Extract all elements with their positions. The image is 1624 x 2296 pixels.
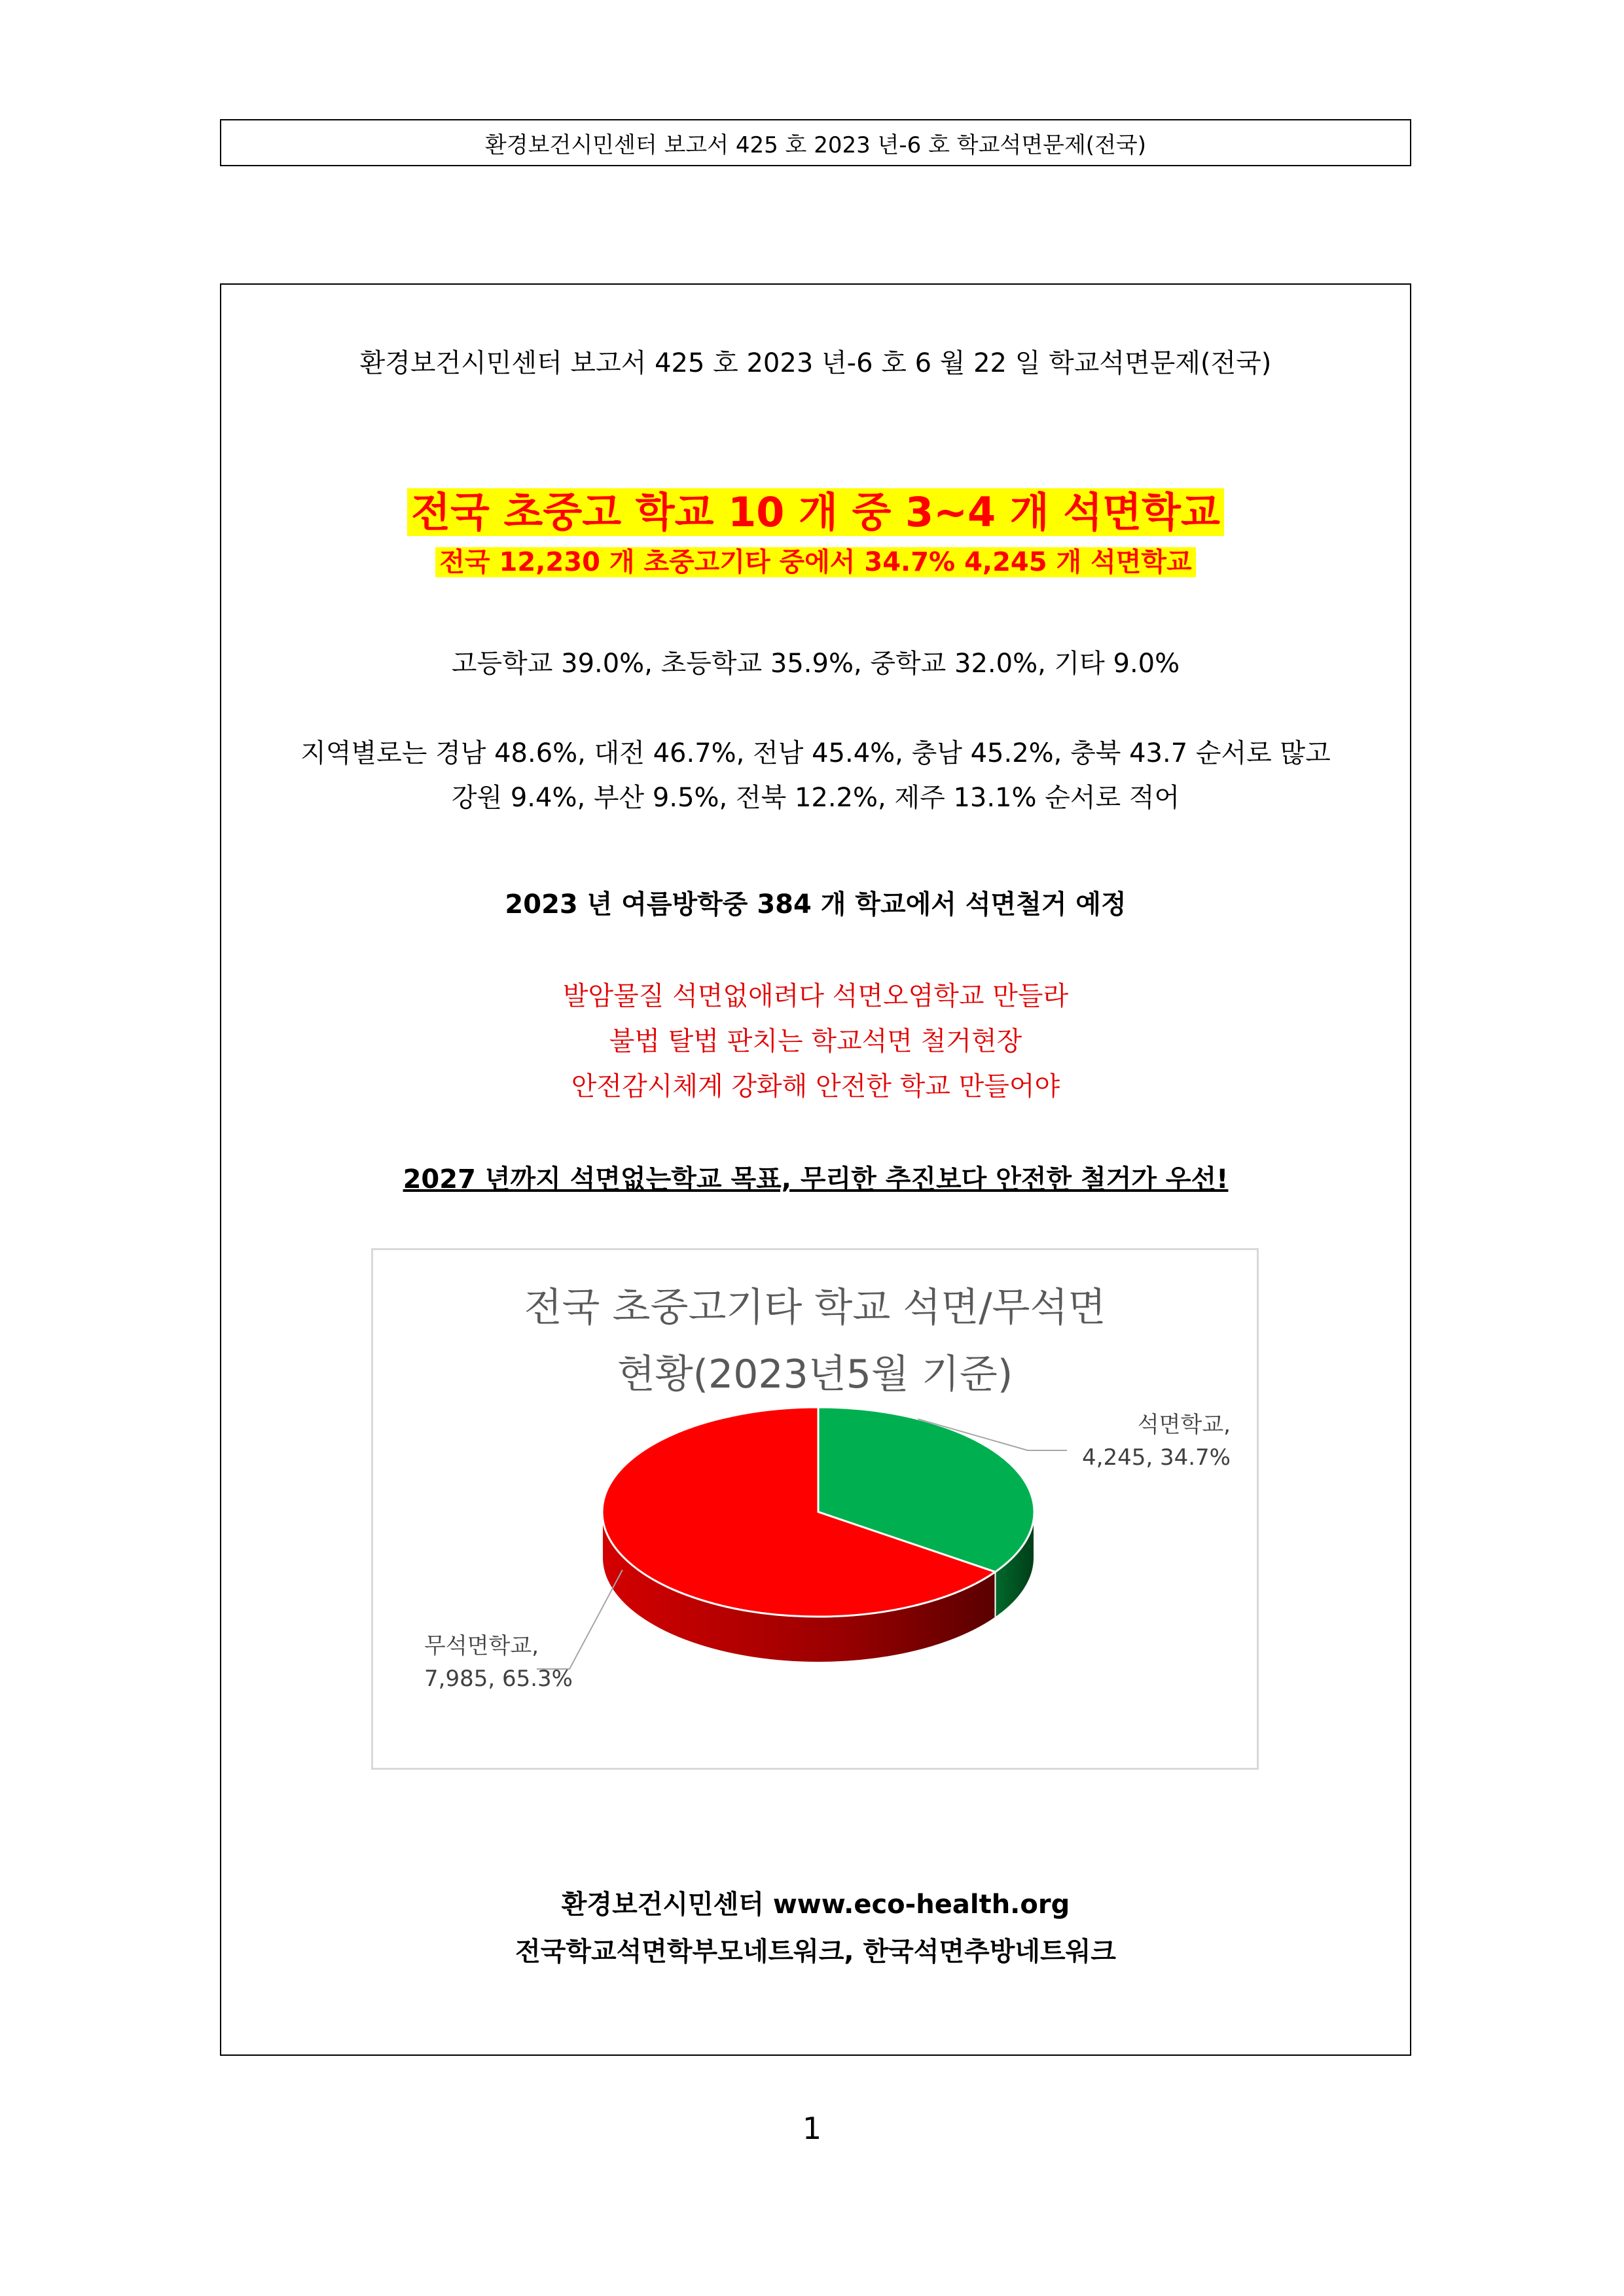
report-info-line: 환경보건시민센터 보고서 425 호 2023 년-6 호 6 월 22 일 학교석면문제(전국)	[359, 348, 1272, 378]
chart-title-line-2: 현황(2023년5월 기준)	[617, 1352, 1013, 1397]
warning-line-1: 발암물질 석면없애려다 석면오염학교 만들라	[562, 981, 1069, 1011]
pie-label-asbestos-name: 석면학교,	[1137, 1412, 1231, 1438]
goal-line-row	[221, 1158, 1410, 1196]
chart-title-line-1: 전국 초중고기타 학교 석면/무석면	[524, 1285, 1106, 1331]
summer-removal-plan: 2023 년 여름방학중 384 개 학교에서 석면철거 예정	[505, 889, 1127, 920]
footer-network-line: 전국학교석면학부모네트워크, 한국석면추방네트워크	[515, 1937, 1116, 1967]
headline-sub: 전국 12,230 개 초중고기타 중에서 34.7% 4,245 개 석면학교	[435, 547, 1195, 577]
pie-chart-frame	[371, 1248, 1259, 1770]
pie-label-non-asbestos	[424, 1630, 573, 1695]
header-text: 환경보건시민센터 보고서 425 호 2023 년-6 호 학교석면문제(전국)	[484, 132, 1147, 158]
pie-label-asbestos	[1082, 1408, 1231, 1474]
headline-sub-row	[221, 541, 1410, 579]
report-cover-box	[220, 283, 1411, 2056]
headline-main-row	[221, 480, 1410, 538]
warning-line-2: 불법 탈법 판치는 학교석면 철거현장	[609, 1026, 1022, 1056]
goal-line: 2027 년까지 석면없는학교 목표, 무리한 추진보다 안전한 철거가 우선!	[403, 1164, 1229, 1194]
region-stats-high: 지역별로는 경남 48.6%, 대전 46.7%, 전남 45.4%, 충남 45.2%, 충북 43.7 순서로 많고	[300, 738, 1331, 768]
pie-label-non-asbestos-name: 무석면학교,	[424, 1633, 539, 1659]
warning-line-3: 안전감시체계 강화해 안전한 학교 만들어야	[571, 1071, 1060, 1102]
page-header	[220, 119, 1411, 166]
footer-org-line: 환경보건시민센터 www.eco-health.org	[561, 1890, 1070, 1920]
pie-label-non-asbestos-detail: 7,985, 65.3%	[424, 1666, 573, 1692]
region-stats-low: 강원 9.4%, 부산 9.5%, 전북 12.2%, 제주 13.1% 순서로 적어	[451, 783, 1180, 813]
headline-main: 전국 초중고 학교 10 개 중 3~4 개 석면학교	[407, 488, 1224, 536]
page-number: 1	[802, 2111, 822, 2146]
school-level-stats: 고등학교 39.0%, 초등학교 35.9%, 중학교 32.0%, 기타 9.0%	[451, 649, 1180, 679]
pie-label-asbestos-detail: 4,245, 34.7%	[1082, 1444, 1231, 1471]
